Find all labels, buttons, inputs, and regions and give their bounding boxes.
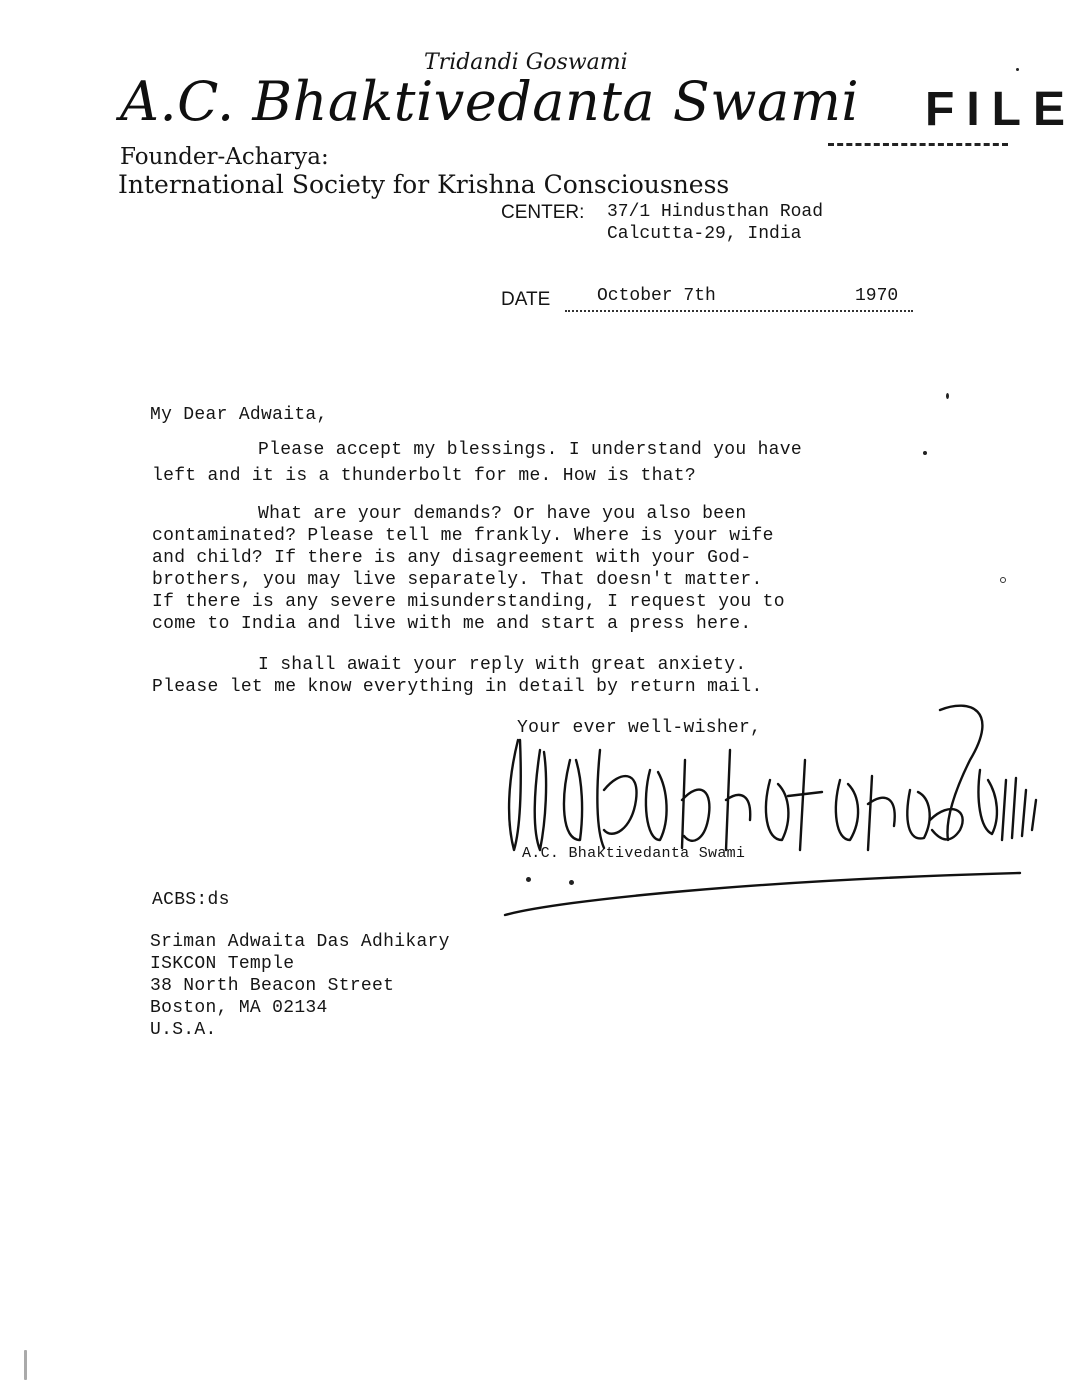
paragraph-2-line: If there is any severe misunderstanding, I request you to xyxy=(152,592,785,612)
recipient-line: Boston, MA 02134 xyxy=(150,998,328,1018)
paragraph-2-line: brothers, you may live separately. That doesn't matter. xyxy=(152,570,763,590)
paragraph-2-line: What are your demands? Or have you also been xyxy=(258,504,747,524)
scan-speck xyxy=(24,1350,27,1380)
handwritten-signature xyxy=(500,700,1060,930)
recipient-line: 38 North Beacon Street xyxy=(150,976,395,996)
paragraph-2-line: come to India and live with me and start a press here. xyxy=(152,614,752,634)
salutation: My Dear Adwaita, xyxy=(150,405,328,425)
letterhead-role: Founder-Acharya: xyxy=(120,144,329,170)
paragraph-1-line: Please accept my blessings. I understand you have xyxy=(258,440,802,460)
center-address-line: 37/1 Hindusthan Road xyxy=(607,202,824,222)
scan-speck xyxy=(569,880,574,885)
recipient-line: U.S.A. xyxy=(150,1020,217,1040)
closing: Your ever well-wisher, xyxy=(517,718,762,738)
scan-speck xyxy=(526,877,531,882)
scan-speck xyxy=(923,451,927,455)
file-stamp: FILE xyxy=(925,83,1077,136)
date-value: October 7th xyxy=(597,286,716,306)
recipient-line: Sriman Adwaita Das Adhikary xyxy=(150,932,450,952)
scan-speck xyxy=(1016,68,1019,71)
paragraph-2-line: contaminated? Please tell me frankly. Where is your wife xyxy=(152,526,774,546)
date-label: DATE xyxy=(501,289,551,310)
paragraph-1-line: left and it is a thunderbolt for me. How is that? xyxy=(152,466,696,486)
center-label: CENTER: xyxy=(501,202,585,223)
paragraph-3-line: Please let me know everything in detail by return mail. xyxy=(152,677,763,697)
scan-speck xyxy=(1000,577,1006,583)
letterhead-name: A.C. Bhaktivedanta Swami xyxy=(120,70,860,133)
letterhead-title-line: Tridandi Goswami xyxy=(424,50,628,75)
scan-speck xyxy=(946,393,949,399)
paragraph-2-line: and child? If there is any disagreement with your God- xyxy=(152,548,752,568)
center-address-line: Calcutta-29, India xyxy=(607,224,802,244)
initials: ACBS:ds xyxy=(152,890,230,910)
letterhead-organization: International Society for Krishna Consciousness xyxy=(118,170,730,199)
date-year: 1970 xyxy=(855,286,899,306)
paragraph-3-line: I shall await your reply with great anxiety. xyxy=(258,655,747,675)
file-stamp-underline xyxy=(828,143,1008,149)
recipient-line: ISKCON Temple xyxy=(150,954,295,974)
typed-signature: A.C. Bhaktivedanta Swami xyxy=(522,845,746,862)
